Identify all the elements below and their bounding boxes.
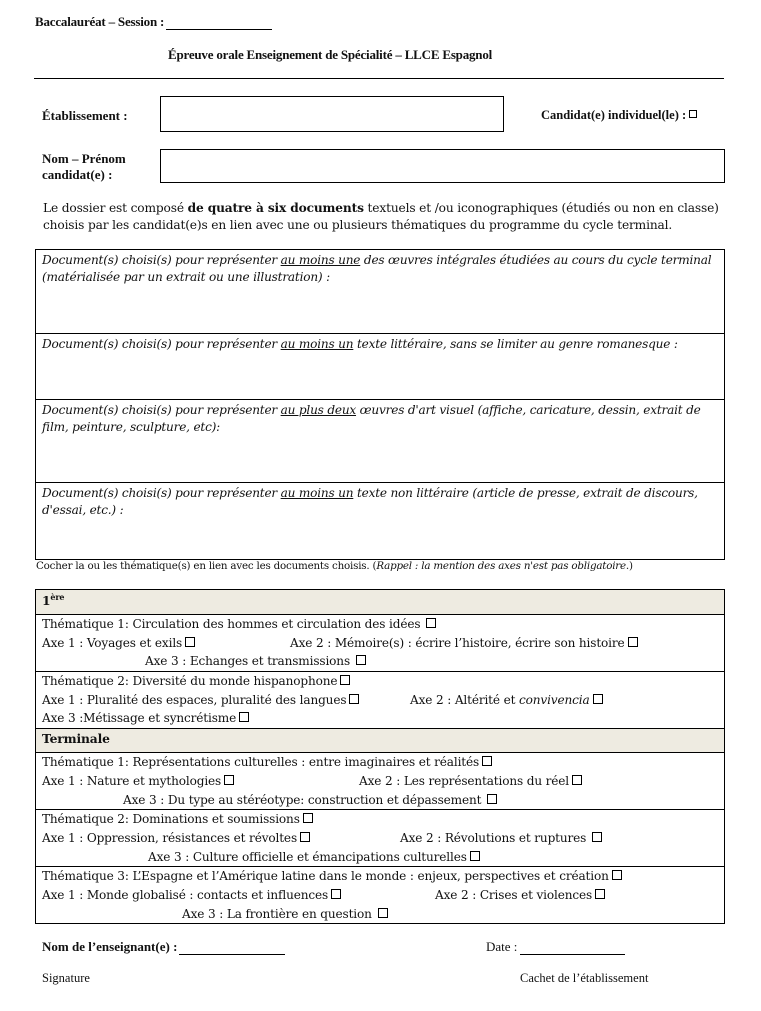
theme-premiere-2 <box>36 671 724 728</box>
reminder-text: Cocher la ou les thématique(s) en lien avec les documents choisis. ( <box>36 560 377 572</box>
theme-checkbox[interactable] <box>303 813 313 823</box>
axe1-checkbox[interactable] <box>185 637 195 647</box>
doc-label-end: œuvres d'art visuel (affiche, caricature, dessin, extrait de film, peinture, sculpture, etc): <box>42 403 701 434</box>
document-cell-texte-non-litteraire[interactable] <box>36 482 724 559</box>
date-field[interactable] <box>520 941 625 955</box>
axe2-checkbox[interactable] <box>572 775 582 785</box>
level-label: Terminale <box>42 731 110 747</box>
etablissement-field[interactable] <box>160 96 504 132</box>
axe3-checkbox[interactable] <box>378 908 388 918</box>
axe2-checkbox[interactable] <box>628 637 638 647</box>
theme-terminale-2 <box>36 809 724 866</box>
axe3-label: Axe 3 : Du type au stéréotype: construction et dépassement <box>123 792 482 807</box>
axe2-label-italic: convivencia <box>519 692 590 707</box>
doc-label-end: texte non littéraire (article de presse, extrait de discours, d'essai, etc.) : <box>42 486 698 517</box>
axe2-checkbox[interactable] <box>592 832 602 842</box>
axe3-checkbox[interactable] <box>356 655 366 665</box>
axe1-label: Axe 1 : Nature et mythologies <box>42 773 222 788</box>
reminder-italic: Rappel : la mention des axes n'est pas obligatoire. <box>376 560 629 572</box>
axe2-checkbox[interactable] <box>595 889 605 899</box>
doc-label: Document(s) choisi(s) pour représenter <box>42 486 281 500</box>
date-label: Date : <box>486 939 518 954</box>
axe2-label: Axe 2 : Les représentations du réel <box>359 773 570 788</box>
etablissement-label: Établissement : <box>42 108 128 123</box>
theme-title: Thématique 2: Diversité du monde hispanophone <box>42 674 338 689</box>
axe2-label: Axe 2 : Révolutions et ruptures <box>400 830 587 845</box>
header-divider <box>34 78 724 79</box>
stamp-label: Cachet de l’établissement <box>520 971 649 985</box>
teacher-line <box>42 939 285 955</box>
date-line <box>486 939 625 955</box>
intro-text-start: Le dossier est composé <box>43 201 188 215</box>
document-cell-oeuvre-integrale[interactable] <box>36 250 724 333</box>
level-label: 1 <box>42 593 51 609</box>
axe1-checkbox[interactable] <box>300 832 310 842</box>
doc-label: Document(s) choisi(s) pour représenter <box>42 403 281 417</box>
themes-table <box>35 589 725 924</box>
doc-label-underline: au moins un <box>280 486 354 500</box>
reminder-close: ) <box>629 560 633 572</box>
signature-label: Signature <box>42 971 90 985</box>
teacher-label: Nom de l’enseignant(e) : <box>42 939 178 954</box>
session-line <box>35 14 272 30</box>
document-cell-texte-litteraire[interactable] <box>36 333 724 399</box>
axe3-label: Axe 3 : La frontière en question <box>182 906 372 921</box>
candidat-individuel-label: Candidat(e) individuel(le) : <box>541 108 687 122</box>
axe1-checkbox[interactable] <box>224 775 234 785</box>
doc-label-underline: au moins une <box>280 253 361 267</box>
axe2-label: Axe 2 : Crises et violences <box>435 887 593 902</box>
theme-title: Thématique 2: Dominations et soumissions <box>42 812 300 827</box>
theme-checkbox[interactable] <box>426 618 436 628</box>
axe3-label: Axe 3 :Métissage et syncrétisme <box>42 711 237 726</box>
axe3-checkbox[interactable] <box>239 712 249 722</box>
axe2-label: Axe 2 : Mémoire(s) : écrire l’histoire, écrire son histoire <box>290 635 625 650</box>
axe1-label: Axe 1 : Monde globalisé : contacts et influences <box>42 887 329 902</box>
documents-table <box>35 249 725 560</box>
axe1-checkbox[interactable] <box>349 694 359 704</box>
doc-label: Document(s) choisi(s) pour représenter <box>42 253 281 267</box>
axe2-label: Axe 2 : Altérité et <box>410 692 520 707</box>
doc-label: Document(s) choisi(s) pour représenter <box>42 337 281 351</box>
session-label: Baccalauréat – Session : <box>35 14 165 29</box>
level-header-terminale <box>36 728 724 752</box>
page-title: Épreuve orale Enseignement de Spécialité – LLCE Espagnol <box>168 47 493 62</box>
theme-title: Thématique 3: L’Espagne et l’Amérique latine dans le monde : enjeux, perspectives et création <box>42 869 609 884</box>
intro-emphasis: de quatre à six documents <box>187 201 364 215</box>
doc-label-underline: au plus deux <box>280 403 357 417</box>
candidat-individuel-checkbox[interactable] <box>689 110 697 118</box>
axe3-checkbox[interactable] <box>470 851 480 861</box>
theme-premiere-1 <box>36 614 724 671</box>
level-header-premiere <box>36 590 724 614</box>
nom-prenom-label <box>42 151 152 183</box>
level-sup: ère <box>50 592 65 602</box>
teacher-field[interactable] <box>179 941 285 955</box>
axe3-label: Axe 3 : Culture officielle et émancipations culturelles <box>148 849 467 864</box>
axe2-checkbox[interactable] <box>593 694 603 704</box>
axe1-label: Axe 1 : Voyages et exils <box>42 635 183 650</box>
theme-checkbox[interactable] <box>340 675 350 685</box>
axe1-label: Axe 1 : Oppression, résistances et révoltes <box>42 830 298 845</box>
theme-checkbox[interactable] <box>612 870 622 880</box>
axe1-label: Axe 1 : Pluralité des espaces, pluralité des langues <box>42 692 347 707</box>
candidat-individuel <box>541 108 697 123</box>
axe3-label: Axe 3 : Echanges et transmissions <box>145 654 351 669</box>
doc-label-end: des œuvres intégrales étudiées au cours du cycle terminal (matérialisée par un extrait ou une illustration) : <box>42 253 712 284</box>
doc-label-underline: au moins un <box>280 337 354 351</box>
theme-terminale-1 <box>36 752 724 809</box>
session-field[interactable] <box>166 16 272 30</box>
theme-checkbox[interactable] <box>482 756 492 766</box>
nom-prenom-label-line1: Nom – Prénom <box>42 151 126 166</box>
intro-text-end: textuels et /ou iconographiques (étudiés ou non en classe) choisis par les candidat(e)s en lien avec une ou plusieurs thématiques du programme du cycle terminal. <box>43 201 719 232</box>
axe3-checkbox[interactable] <box>487 794 497 804</box>
intro-paragraph <box>43 200 723 233</box>
document-cell-art-visuel[interactable] <box>36 399 724 482</box>
theme-terminale-3 <box>36 866 724 923</box>
theme-title: Thématique 1: Représentations culturelles : entre imaginaires et réalités <box>42 755 480 770</box>
reminder-note <box>36 560 633 572</box>
doc-label-end: texte littéraire, sans se limiter au genre romanesque : <box>353 337 678 351</box>
axe1-checkbox[interactable] <box>331 889 341 899</box>
nom-prenom-label-line2: candidat(e) : <box>42 167 113 182</box>
theme-title: Thématique 1: Circulation des hommes et circulation des idées <box>42 617 421 631</box>
nom-prenom-field[interactable] <box>160 149 725 183</box>
